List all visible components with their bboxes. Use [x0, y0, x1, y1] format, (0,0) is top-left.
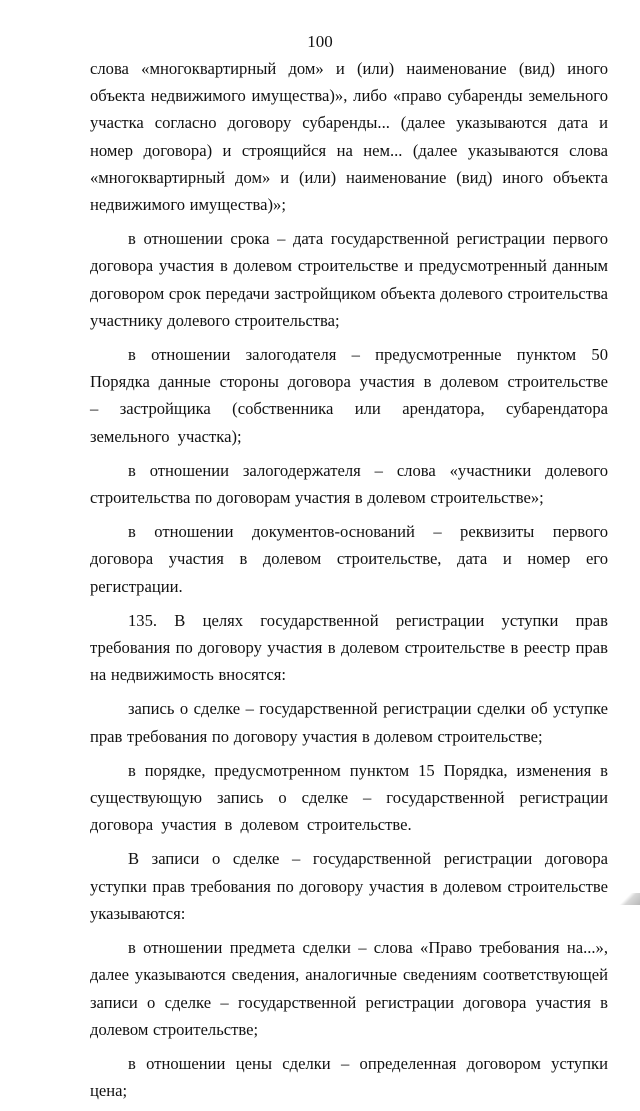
paragraph-continuation: слова «многоквартирный дом» и (или) наименование (вид) иного объекта недвижимого имущества)», либо «право субаренды земельного участка согласно договору субаренды... (далее указываются дата и номер договора) и строящийся на нем... (далее указываются слова «многоквартирный дом» и (или) наименование (вид) иного объекта недвижимого имущества)»;	[90, 59, 608, 215]
paragraph-deal-record: запись о сделке – государственной регистрации сделки об уступке прав требования по договору участия в долевом строительстве;	[90, 699, 608, 746]
paragraph-base-documents: в отношении документов-оснований – реквизиты первого договора участия в долевом строительстве, дата и номер его регистрации.	[90, 522, 608, 596]
page-number: 100	[307, 32, 333, 51]
paragraph-pledgee: в отношении залогодержателя – слова «участники долевого строительства по договорам участия в долевом строительстве»;	[90, 460, 608, 508]
paragraph-pledgor: в отношении залогодателя – предусмотренные пунктом 50 Порядка данные стороны договора участия в долевом строительстве – застройщика (собственника или арендатора, субарендатора земельного участка);	[90, 345, 608, 446]
paragraph-record-contents: В записи о сделке – государственной регистрации договора уступки прав требования по договору участия в долевом строительстве указываются:	[90, 849, 608, 923]
document-body	[90, 55, 608, 1111]
paragraph-term: в отношении срока – дата государственной регистрации первого договора участия в долевом строительстве и предусмотренный данным договором срок передачи застройщиком объекта долевого строительства участнику долевого строительства;	[90, 229, 608, 330]
paragraph-deal-price: в отношении цены сделки – определенная договором уступки цена;	[90, 1053, 608, 1101]
scan-edge-shadow	[614, 893, 640, 905]
paragraph-changes: в порядке, предусмотренном пунктом 15 Порядка, изменения в существующую запись о сделке – государственной регистрации договора участия в долевом строительстве.	[90, 760, 608, 835]
paragraph-item-135: 135. В целях государственной регистрации уступки прав требования по договору участия в долевом строительстве в реестр прав на недвижимость вносятся:	[90, 610, 608, 685]
paragraph-deal-subject: в отношении предмета сделки – слова «Право требования на...», далее указываются сведения, аналогичные сведениям соответствующей записи о сделке – государственной регистрации договора участия в долевом строительстве;	[90, 938, 608, 1039]
